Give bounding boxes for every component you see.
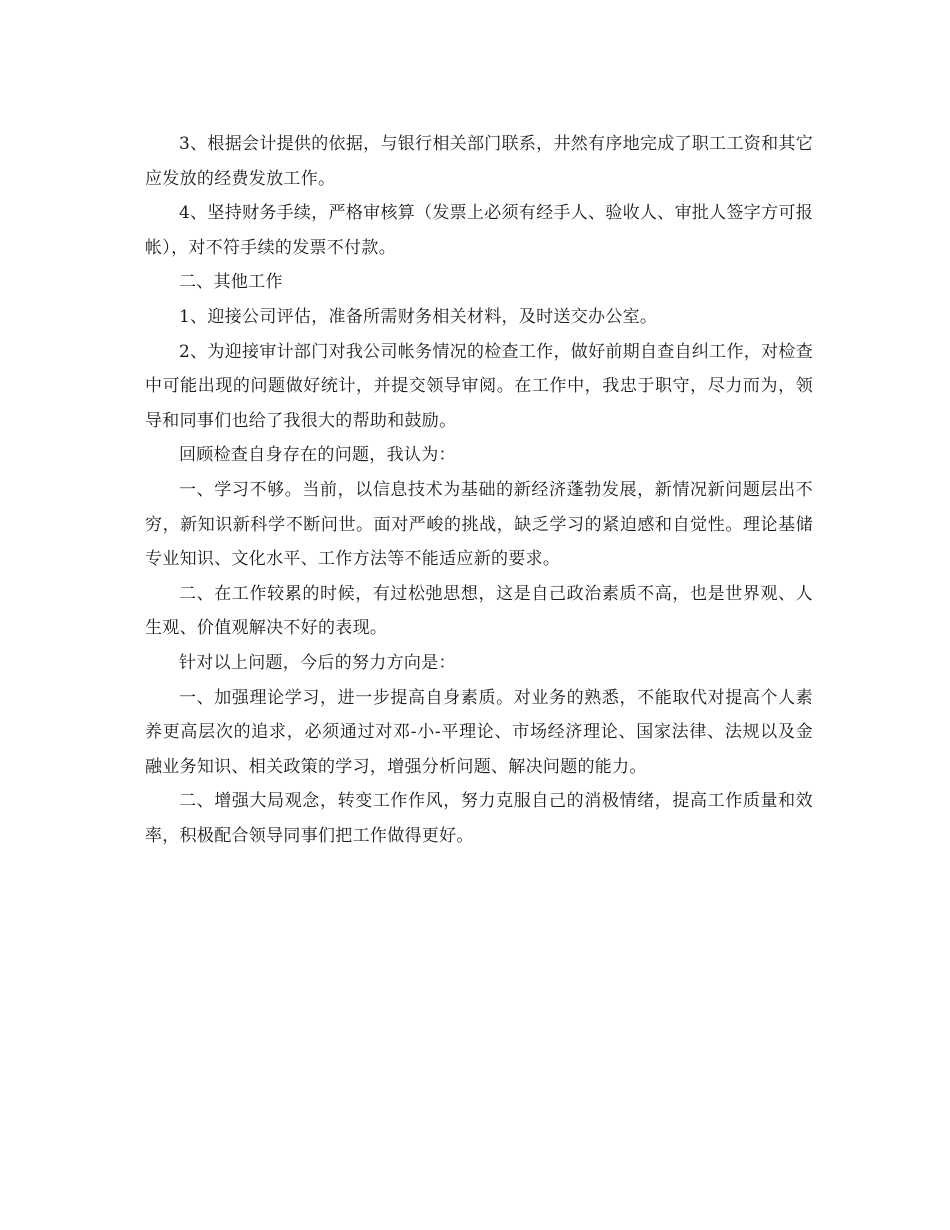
paragraph-payroll: 3、根据会计提供的依据，与银行相关部门联系，井然有序地完成了职工工资和其它应发放的经费发放工作。	[145, 134, 813, 189]
paragraph-issue-learning: 一、学习不够。当前，以信息技术为基础的新经济蓬勃发展，新情况新问题层出不穷，新知识新科学不断问世。面对严峻的挑战，缺乏学习的紧迫感和自觉性。理论基储专业知识、文化水平、工作方法等不能适应新的要求。	[145, 479, 813, 570]
paragraph-review-intro: 回顾检查自身存在的问题，我认为：	[179, 445, 456, 466]
paragraph-invoice-review: 4、坚持财务手续，严格审核算（发票上必须有经手人、验收人、审批人签字方可报帐），对不符手续的发票不付款。	[145, 203, 813, 258]
section-heading-other-work: 二、其他工作	[179, 272, 283, 293]
document-body	[145, 127, 813, 853]
paragraph-audit: 2、为迎接审计部门对我公司帐务情况的检查工作，做好前期自查自纠工作，对检查中可能出现的问题做好统计，并提交领导审阅。在工作中，我忠于职守，尽力而为，领导和同事们也给了我很大的帮助和鼓励。	[145, 341, 813, 431]
paragraph-direction-theory: 一、加强理论学习，进一步提高自身素质。对业务的熟悉，不能取代对提高个人素养更高层次的追求，必须通过对邓-小-平理论、市场经济理论、国家法律、法规以及金融业务知识、相关政策的学习，增强分析问题、解决问题的能力。	[145, 687, 813, 777]
paragraph-evaluation: 1、迎接公司评估，准备所需财务相关材料，及时送交办公室。	[179, 306, 658, 327]
paragraph-direction-intro: 针对以上问题，今后的努力方向是：	[179, 652, 456, 673]
paragraph-issue-attitude: 二、在工作较累的时候，有过松弛思想，这是自己政治素质不高，也是世界观、人生观、价值观解决不好的表现。	[145, 583, 813, 639]
paragraph-direction-style: 二、增强大局观念，转变工作作风，努力克服自己的消极情绪，提高工作质量和效率，积极配合领导同事们把工作做得更好。	[145, 791, 813, 846]
